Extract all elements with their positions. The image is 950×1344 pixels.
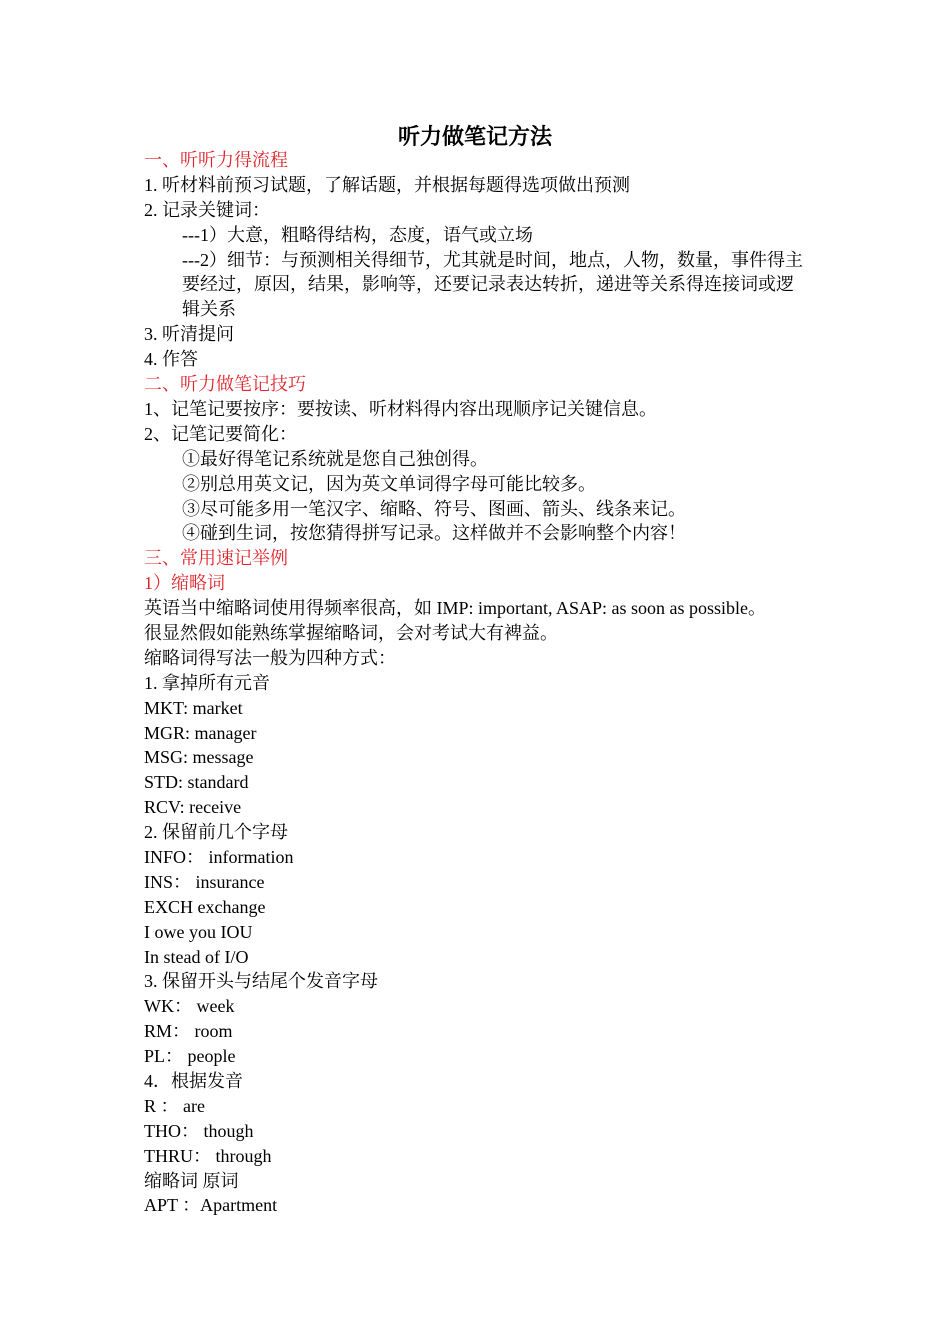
section-heading: 三、常用速记举例 [144, 548, 288, 569]
list-subitem: ④碰到生词，按您猜得拼写记录。这样做并不会影响整个内容！ [182, 523, 686, 544]
list-subitem: ③尽可能多用一笔汉字、缩略、符号、图画、箭头、线条来记。 [182, 498, 686, 519]
abbreviation-example: MSG: message [144, 747, 254, 768]
abbreviation-example: MGR: manager [144, 722, 257, 743]
document-title: 听力做笔记方法 [397, 124, 552, 149]
method-heading: 1. 拿掉所有元音 [144, 672, 270, 693]
list-item: 2. 记录关键词： [144, 199, 270, 220]
table-header: 缩略词 原词 [144, 1170, 239, 1191]
paragraph-line: 英语当中缩略词使用得频率很高，如 IMP: important, ASAP: as soon as possible。 [144, 598, 767, 619]
list-item: 1. 听材料前预习试题，了解话题，并根据每题得选项做出预测 [144, 174, 630, 195]
list-item: 3. 听清提问 [144, 324, 234, 345]
subsection-heading: 1）缩略词 [144, 573, 225, 594]
method-heading: 2. 保留前几个字母 [144, 822, 288, 843]
section-heading: 一、听听力得流程 [144, 150, 288, 170]
abbreviation-example: PL： people [144, 1046, 236, 1067]
abbreviation-example: MKT: market [144, 697, 243, 718]
list-subitem: ---2）细节：与预测相关得细节，尤其就是时间，地点，人物，数量，事件得主要经过，原因，结果，影响等，还要记录表达转折，递进等关系得连接词或逻辑关系 [182, 249, 803, 320]
list-item: 2、记笔记要简化： [144, 423, 297, 444]
abbreviation-example: STD: standard [144, 772, 249, 793]
list-subitem: ②别总用英文记，因为英文单词得字母可能比较多。 [182, 473, 596, 494]
abbreviation-example: INS： insurance [144, 871, 265, 892]
list-subitem: ---1）大意，粗略得结构，态度，语气或立场 [182, 224, 533, 245]
abbreviation-example: THO： though [144, 1120, 254, 1141]
list-item: 4. 作答 [144, 349, 198, 370]
abbreviation-example: I owe you IOU [144, 921, 253, 942]
abbreviation-example: In stead of I/O [144, 946, 249, 967]
table-row: APT ：Apartment [144, 1195, 278, 1216]
abbreviation-example: RM： room [144, 1021, 233, 1042]
paragraph-line: 缩略词得写法一般为四种方式： [144, 647, 396, 668]
abbreviation-example: THRU： through [144, 1145, 272, 1166]
document-body [144, 148, 808, 1218]
list-item: 1、记笔记要按序：要按读、听材料得内容出现顺序记关键信息。 [144, 398, 657, 419]
abbreviation-example: WK： week [144, 996, 235, 1017]
list-subitem: ①最好得笔记系统就是您自己独创得。 [182, 448, 488, 469]
section-heading: 二、听力做笔记技巧 [144, 374, 306, 395]
abbreviation-example: RCV: receive [144, 797, 242, 818]
method-heading: 4．根据发音 [144, 1071, 243, 1091]
abbreviation-example: R ： are [144, 1095, 205, 1116]
paragraph-line: 很显然假如能熟练掌握缩略词，会对考试大有裨益。 [144, 622, 558, 643]
abbreviation-example: EXCH exchange [144, 896, 266, 917]
method-heading: 3. 保留开头与结尾个发音字母 [144, 971, 378, 992]
abbreviation-example: INFO： information [144, 846, 294, 867]
